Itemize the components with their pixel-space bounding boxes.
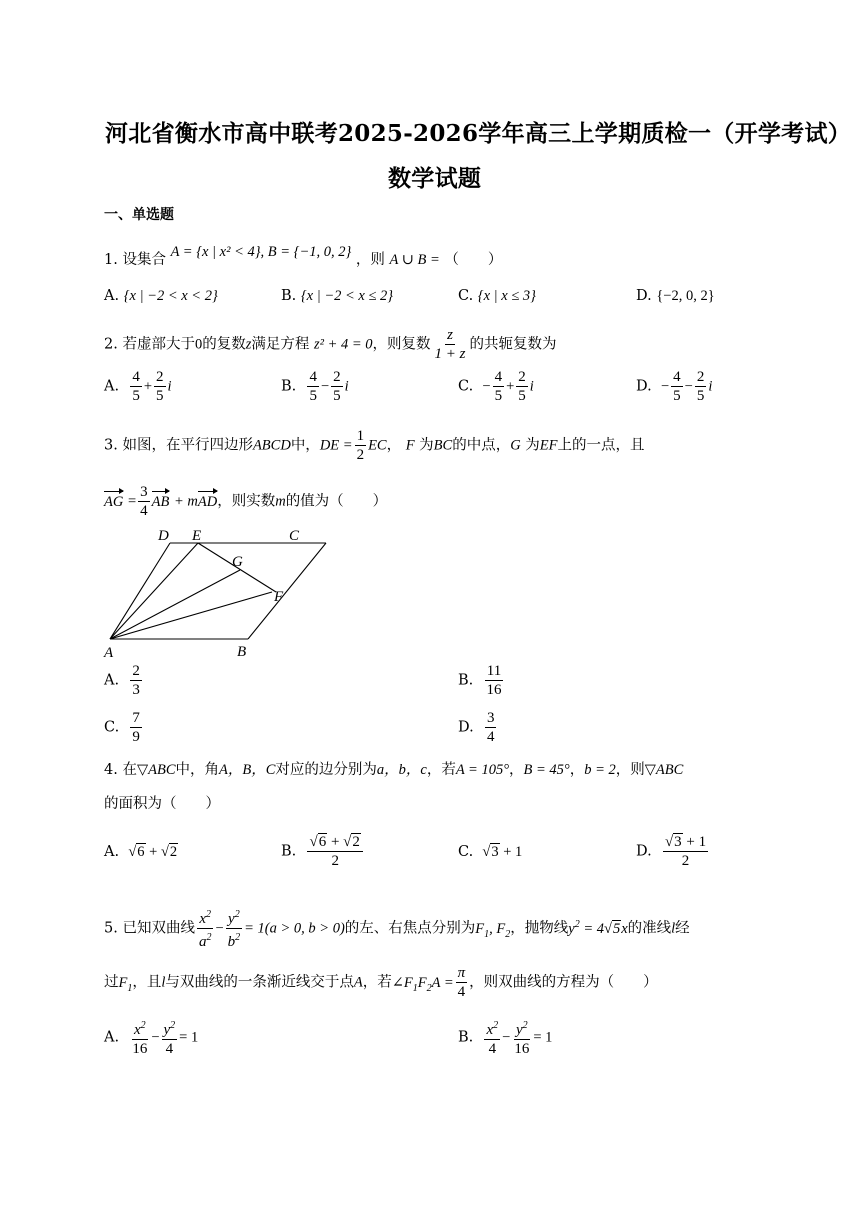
question-3 bbox=[104, 427, 645, 464]
option-text: {x | −2 < x ≤ 2} bbox=[300, 288, 394, 304]
label-c: C bbox=[289, 528, 300, 544]
fraction: $\frac{11}{16}$ bbox=[486, 663, 502, 698]
math-expression: A = {x | x² < 4}, B = {−1, 0, 2} bbox=[170, 244, 352, 260]
fraction: $\frac{3}{4}$ bbox=[486, 710, 495, 745]
question-text: ，则 bbox=[355, 252, 385, 268]
math-expression: $\angle F_1F_2A$ = bbox=[391, 974, 454, 994]
label-d: D bbox=[158, 528, 169, 544]
option-c[interactable] bbox=[458, 368, 534, 405]
option-label: A. bbox=[104, 672, 120, 689]
question-3-line-2 bbox=[104, 483, 387, 520]
math-variable: F bbox=[405, 437, 415, 454]
option-b[interactable] bbox=[458, 662, 505, 699]
option-c[interactable] bbox=[104, 709, 144, 746]
option-label: D. bbox=[636, 288, 652, 304]
question-text: ， bbox=[569, 762, 585, 778]
math-variable: A bbox=[353, 974, 363, 991]
math-expression: A = 105° bbox=[455, 762, 510, 778]
question-text: 在▽ bbox=[122, 762, 149, 778]
question-text: 对应的边分别为 bbox=[275, 762, 377, 778]
fraction: $\frac{x^2}{a^2}$ bbox=[197, 906, 214, 951]
option-label: B. bbox=[458, 1029, 474, 1046]
question-1 bbox=[104, 244, 503, 270]
edge-bc bbox=[248, 543, 326, 639]
question-text: 中，角 bbox=[175, 762, 219, 778]
fraction: $\frac{2}{5}$ bbox=[696, 369, 705, 404]
option-label: B. bbox=[458, 672, 474, 689]
fraction bbox=[138, 483, 150, 520]
option-label: D. bbox=[458, 719, 474, 736]
question-4 bbox=[104, 760, 683, 780]
segment-af bbox=[110, 592, 272, 639]
math-operator: + bbox=[143, 378, 152, 395]
math-variable: i bbox=[344, 378, 349, 395]
option-b[interactable] bbox=[281, 368, 349, 405]
math-expression: $F_1$, $F_2$ bbox=[475, 920, 511, 940]
fraction: $\frac{4}{5}$ bbox=[309, 369, 317, 404]
math-variable: BC bbox=[433, 437, 453, 454]
math-variable: l bbox=[161, 974, 166, 991]
fraction: $\frac{y^2}{16}$ bbox=[512, 1017, 531, 1058]
math-variable: m bbox=[275, 493, 286, 510]
fraction: $\frac{2}{3}$ bbox=[132, 663, 140, 698]
math-variable: ABCD bbox=[252, 437, 291, 454]
option-b[interactable] bbox=[281, 288, 393, 305]
question-text: 若虚部大于 bbox=[122, 336, 195, 353]
option-d[interactable] bbox=[636, 288, 715, 305]
question-5-line-2 bbox=[104, 964, 658, 1001]
question-text: ，抛物线 bbox=[510, 920, 569, 937]
fraction-denominator: 2 bbox=[356, 447, 365, 463]
fraction: $\frac{2}{5}$ bbox=[333, 369, 341, 404]
fraction: $\frac{\pi}{4}$ bbox=[457, 965, 466, 1000]
option-label: A. bbox=[104, 1029, 120, 1046]
question-text: 设集合 bbox=[122, 252, 166, 268]
option-a[interactable] bbox=[104, 368, 172, 405]
math-variable: ABC bbox=[148, 762, 176, 778]
fraction: $\frac{7}{9}$ bbox=[132, 710, 140, 745]
question-text: ，若 bbox=[362, 974, 392, 991]
fraction: $\frac{4}{5}$ bbox=[494, 369, 503, 404]
option-label: A. bbox=[104, 844, 120, 860]
question-number: 1. bbox=[104, 252, 118, 268]
fraction-denominator: 1 + z bbox=[434, 346, 466, 362]
option-math: √6 + √2 bbox=[128, 844, 178, 860]
option-a[interactable]: A. $\frac{x^2}{16}$ − $\frac{y^2}{4}$ = 1 bbox=[104, 1017, 198, 1058]
option-label: B. bbox=[281, 288, 297, 304]
fraction: $\frac{√3 + 1}{2}$ bbox=[664, 834, 707, 869]
exam-subtitle: 数学试题 bbox=[388, 165, 482, 192]
fraction-numerator: 1 bbox=[356, 428, 365, 444]
label-f: F bbox=[274, 589, 284, 605]
option-d[interactable] bbox=[636, 368, 712, 405]
option-a[interactable] bbox=[104, 844, 178, 861]
math-expression: B = 45° bbox=[523, 762, 570, 778]
fraction: $\frac{√6 + √2}{2}$ bbox=[307, 833, 362, 870]
question-text: ，若 bbox=[426, 762, 456, 778]
math-expression: b = 2 bbox=[584, 762, 616, 778]
math-variable: i bbox=[708, 378, 713, 395]
option-label: D. bbox=[636, 843, 652, 860]
question-text: ， bbox=[386, 437, 402, 454]
question-text: ， bbox=[509, 762, 524, 778]
section-heading: 一、单选题 bbox=[104, 207, 174, 223]
math-variable: l bbox=[671, 920, 676, 937]
segment-ae bbox=[110, 543, 198, 639]
math-vector: AB bbox=[151, 493, 170, 510]
math-operator: − bbox=[320, 378, 330, 395]
option-c[interactable] bbox=[458, 288, 536, 305]
question-text: 满足方程 bbox=[251, 336, 310, 353]
option-d[interactable] bbox=[458, 709, 498, 746]
option-label: C. bbox=[458, 378, 474, 395]
question-number: 3. bbox=[104, 437, 118, 454]
math-expression: $y^2 = 4√5x$ bbox=[568, 918, 628, 937]
math-expression: = 1(a > 0, b > 0) bbox=[244, 920, 345, 937]
fraction bbox=[355, 427, 367, 464]
option-c[interactable] bbox=[458, 844, 522, 861]
fraction-denominator: 4 bbox=[140, 503, 148, 519]
math-variable: A，B，C bbox=[219, 762, 276, 778]
math-operator: + bbox=[506, 378, 515, 395]
option-label: C. bbox=[458, 844, 474, 860]
question-4-line-2: 的面积为（ ） bbox=[104, 796, 220, 812]
fraction: $\frac{y^2}{b^2}$ bbox=[226, 906, 243, 951]
math-variable: ABC bbox=[655, 762, 684, 778]
math-expression: z² + 4 = 0 bbox=[313, 336, 373, 353]
question-text: 与双曲线的一条渐近线交于点 bbox=[165, 974, 354, 991]
question-number: 5. bbox=[104, 920, 118, 937]
fraction: $\frac{4}{5}$ bbox=[132, 369, 140, 404]
math-expression: A ∪ B = bbox=[389, 252, 440, 268]
question-number: 4. bbox=[104, 762, 118, 778]
option-text: {−2, 0, 2} bbox=[656, 288, 715, 304]
math-expression: DE = bbox=[319, 437, 353, 454]
question-text: 的共轭复数为 bbox=[469, 336, 557, 353]
fraction: $\frac{y^2}{4}$ bbox=[162, 1017, 178, 1058]
question-text: ，则▽ bbox=[615, 762, 656, 778]
fraction: $\frac{x^2}{16}$ bbox=[130, 1017, 149, 1058]
fraction: $\frac{2}{5}$ bbox=[518, 369, 526, 404]
question-text: 的左、右焦点分别为 bbox=[344, 920, 476, 937]
fraction-numerator: 3 bbox=[140, 484, 148, 500]
option-b[interactable] bbox=[281, 833, 365, 870]
question-text: 的中点， bbox=[452, 437, 511, 454]
option-d[interactable] bbox=[636, 833, 710, 870]
question-5: 5. 已知双曲线 $\frac{x^2}{a^2}$ − $\frac{y^2}{b^2}$ = 1(a > 0, b > 0)的左、右焦点分别为$F_1$, $F_2$，抛物线$y^2 = 4√5x$的准线l经 bbox=[104, 906, 690, 951]
math-variable: i bbox=[529, 378, 534, 395]
question-text: （ ） bbox=[444, 252, 503, 268]
fraction: $\frac{x^2}{4}$ bbox=[484, 1017, 500, 1058]
parallelogram-figure bbox=[100, 525, 340, 663]
option-text: {x | x ≤ 3} bbox=[477, 288, 536, 304]
option-label: D. bbox=[636, 378, 652, 395]
question-text: ，且 bbox=[132, 974, 162, 991]
option-label: B. bbox=[281, 378, 297, 395]
exam-title: 河北省衡水市高中联考2025-2026学年高三上学期质检一（开学考试） bbox=[105, 120, 852, 147]
math-variable: i bbox=[167, 378, 172, 395]
label-b: B bbox=[237, 644, 247, 660]
question-text: 的复数 bbox=[202, 336, 246, 353]
question-text: 为 bbox=[525, 437, 540, 454]
math-sign: − bbox=[660, 378, 670, 395]
math-variable: z bbox=[245, 336, 252, 353]
option-b[interactable]: B. $\frac{x^2}{4}$ − $\frac{y^2}{16}$ = 1 bbox=[458, 1017, 552, 1058]
question-2 bbox=[104, 326, 557, 363]
math-variable: EF bbox=[539, 437, 558, 454]
option-label: B. bbox=[281, 843, 297, 860]
option-text: {x | −2 < x < 2} bbox=[123, 288, 218, 304]
math-expression: $F_1$ bbox=[118, 974, 133, 994]
fraction: $\frac{2}{5}$ bbox=[156, 369, 164, 404]
label-a: A bbox=[104, 645, 114, 661]
math-operator: − bbox=[684, 378, 693, 395]
question-text: 上的一点，且 bbox=[557, 437, 645, 454]
label-g: G bbox=[232, 554, 243, 570]
question-text: 已知双曲线 bbox=[122, 920, 195, 937]
question-text: ，则实数 bbox=[217, 493, 276, 510]
math-variable: EC bbox=[368, 437, 387, 454]
fraction-numerator: z bbox=[447, 327, 453, 343]
math-number: 0 bbox=[194, 336, 203, 353]
question-text: 过 bbox=[104, 974, 119, 991]
question-text: ，则复数 bbox=[372, 336, 431, 353]
math-operator: = bbox=[127, 493, 137, 510]
math-vector: AD bbox=[197, 493, 218, 510]
question-text: 中， bbox=[290, 437, 320, 454]
option-label: C. bbox=[458, 288, 474, 304]
segment-ag bbox=[110, 570, 240, 639]
option-label: A. bbox=[104, 378, 120, 395]
question-text: 如图，在平行四边形 bbox=[122, 437, 253, 454]
option-label: C. bbox=[104, 719, 120, 736]
math-variable: a，b，c bbox=[376, 762, 427, 778]
label-e: E bbox=[192, 528, 202, 544]
math-sign: − bbox=[482, 378, 491, 395]
option-math: √3 + 1 bbox=[482, 844, 523, 860]
question-text: 的值为（ ） bbox=[285, 493, 388, 510]
question-text: ，则双曲线的方程为（ ） bbox=[469, 974, 658, 991]
question-text: 的准线 bbox=[627, 920, 672, 937]
question-number: 2. bbox=[104, 336, 118, 353]
question-text: 为 bbox=[419, 437, 434, 454]
math-expression: + m bbox=[173, 493, 198, 510]
math-vector: AG bbox=[104, 493, 124, 510]
fraction bbox=[433, 326, 468, 363]
option-a[interactable] bbox=[104, 662, 144, 699]
math-variable: G bbox=[510, 437, 521, 454]
fraction: $\frac{4}{5}$ bbox=[673, 369, 681, 404]
option-a[interactable] bbox=[104, 288, 218, 305]
question-text: 经 bbox=[675, 920, 690, 937]
option-label: A. bbox=[104, 288, 120, 304]
